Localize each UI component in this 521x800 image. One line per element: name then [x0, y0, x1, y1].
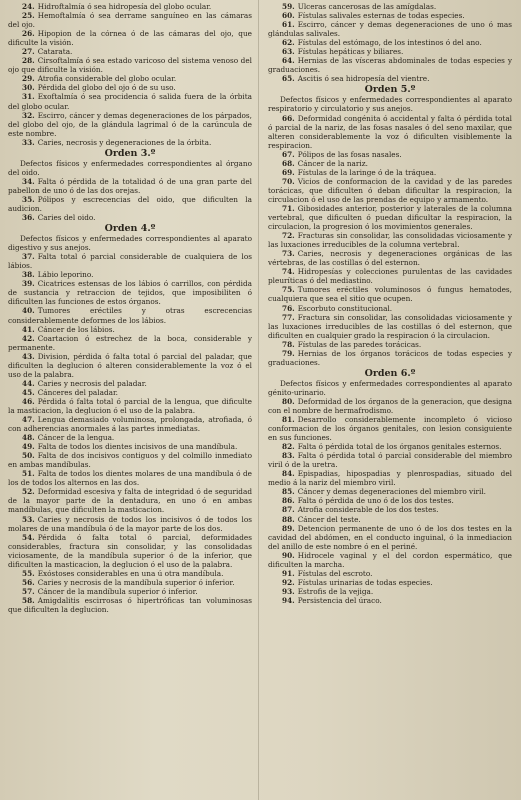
section-description: Defectos físicos y enfermedades correspondientes al órgano del oido. — [8, 158, 252, 177]
entry-number: 84. — [282, 469, 295, 479]
entry — [268, 496, 512, 505]
entry-text: Tumores eréctiles y otras escrecencias considerablemente deformes de los lábios. — [8, 306, 252, 325]
entry-text: Fístulas hepáticas y biliares. — [297, 47, 404, 57]
entry-text: Falta de todos los dientes molares de una mandíbula ó de los de todos los alternos en las dos. — [8, 469, 252, 488]
entry — [8, 578, 252, 587]
entry-text: Pólipos de las fosas nasales. — [297, 149, 402, 159]
entry-text: Falta ó pérdida de uno ó de los dos testes. — [297, 496, 454, 506]
entry-text: Exóstoses considerables en una ú otra mandíbula. — [37, 568, 224, 578]
entry-text: Cicatrices estensas de los lábios ó carrillos, con pérdida de sustancia y retraccion de tejidos, que imposibiliten ó dificulten las funciones de estos órganos. — [8, 279, 252, 307]
entry-number: 60. — [282, 11, 295, 21]
entry-number: 53. — [22, 514, 35, 524]
entry — [8, 397, 252, 415]
entry-text: Hidrocele vaginal y el del cordon espermático, que dificulten la marcha. — [268, 550, 512, 569]
entry-number: 79. — [282, 348, 295, 358]
entry-text: Escirro, cáncer y demas degeneraciones de uno ó mas glándulas salivales. — [268, 20, 512, 39]
entry — [268, 451, 512, 469]
entry-number: 55. — [22, 568, 35, 578]
entry-number: 27. — [22, 47, 35, 57]
entry — [8, 352, 252, 379]
entry-number: 64. — [282, 56, 295, 66]
entry-number: 83. — [282, 451, 295, 461]
entry — [8, 74, 252, 83]
entry-text: Falta ó pérdida total ó parcial considerable del miembro viril ó de la uretra. — [268, 451, 512, 470]
entry-number: 39. — [22, 279, 35, 289]
entry-number: 67. — [282, 149, 295, 159]
entry-number: 91. — [282, 568, 295, 578]
entry-number: 61. — [282, 20, 295, 30]
entry-text: Detencion permanente de uno ó de los dos testes en la cavidad del abdómen, en el conducto inguinal, ó la inmediacion del anillo de este nombre ó en el periné. — [268, 523, 512, 551]
entry — [8, 2, 252, 11]
entry-number: 72. — [282, 231, 295, 241]
entry-number: 70. — [282, 176, 295, 186]
entry-text: Lábio leporino. — [37, 270, 94, 280]
entry — [268, 442, 512, 451]
entry — [8, 433, 252, 442]
entry-text: Falta ó pérdida de la totalidad ó de una gran parte del pabellon de uno ó de las dos orejas. — [8, 176, 252, 195]
entry — [268, 249, 512, 267]
entry — [8, 515, 252, 533]
entry-text: Cirsoftalmía ó sea estado varicoso del sistema venoso del ojo que dificulte la visión. — [8, 56, 252, 75]
entry-number: 26. — [22, 29, 35, 39]
entry-number: 36. — [22, 213, 35, 223]
entry — [268, 397, 512, 415]
entry — [268, 38, 512, 47]
entry-text: Amigdalitis escirrosas ó hipertróficas tan voluminosas que dificulten la deglucion. — [8, 595, 252, 614]
entry — [268, 231, 512, 249]
entry-number: 58. — [22, 595, 35, 605]
entry-number: 25. — [22, 11, 35, 21]
entry-number: 82. — [282, 442, 295, 452]
entry-text: Cáncer de la lengua. — [37, 433, 115, 443]
entry-number: 30. — [22, 83, 35, 93]
entry-number: 52. — [22, 487, 35, 497]
entry-number: 47. — [22, 415, 35, 425]
entry-number: 49. — [22, 442, 35, 452]
entry-text: Falta ó pérdida total de los órganos genitales esternos. — [297, 442, 502, 452]
entry-number: 29. — [22, 74, 35, 84]
entry-number: 77. — [282, 312, 295, 322]
entry-number: 68. — [282, 158, 295, 168]
entry-text: Estrofis de la vejiga. — [297, 586, 374, 596]
entry-text: Atrofia considerable del globo ocular. — [37, 74, 177, 84]
entry-text: Fracturas sin consolidar, las consolidadas viciosamente y las luxaciones irreducibles de la columna vertebral. — [268, 231, 512, 250]
entry-number: 59. — [282, 2, 295, 11]
entry-number: 43. — [22, 351, 35, 361]
entry-text: Fístulas de las paredes torácicas. — [297, 339, 422, 349]
entry-number: 65. — [282, 74, 295, 84]
entry-number: 57. — [22, 586, 35, 596]
entry — [8, 83, 252, 92]
entry-number: 54. — [22, 532, 35, 542]
entry — [268, 349, 512, 367]
entry — [8, 213, 252, 222]
section-heading: Orden 5.º — [364, 84, 416, 96]
section-description: Defectos físicos y enfermedades correspondientes al aparato digestivo y sus anejos. — [8, 234, 252, 253]
entry — [268, 340, 512, 349]
entry-number: 93. — [282, 586, 295, 596]
entry — [268, 204, 512, 231]
section-heading: Orden 4.º — [104, 223, 156, 235]
entry — [268, 2, 512, 11]
entry-number: 44. — [22, 378, 35, 388]
entry — [8, 177, 252, 195]
entry-text: Ascitis ó sea hidropesía del vientre. — [297, 74, 430, 84]
entry-number: 71. — [282, 203, 295, 213]
entry-number: 41. — [22, 324, 35, 334]
entry-text: Caries y necrosis del paladar. — [37, 378, 147, 388]
entry-text: Hernias de las vísceras abdominales de todas especies y graduaciones. — [268, 56, 512, 75]
entry — [8, 596, 252, 614]
entry-number: 81. — [282, 415, 295, 425]
entry-text: Caries y necrosis de todos los incisivos ó de todos los molares de una mandíbula ó de la mayor parte de los dos. — [8, 514, 252, 533]
entry-number: 62. — [282, 38, 295, 48]
entry-number: 24. — [22, 2, 35, 11]
entry-number: 63. — [282, 47, 295, 57]
entry-text: Deformidad escesiva y falta de integridad ó de seguridad de la mayor parte de la dentadura, en uno ó en ambas mandíbulas, que dificulten la masticacion. — [8, 487, 252, 515]
entry-text: Pérdida ó falta total ó parcial, deformidades considerables, fractura sin consolidar, y las consolidadas viciosamente, de la mandíbula superior ó de la inferior, que dificulten la masticacion, la deglucion ó el uso de la palabra. — [8, 532, 252, 569]
entry-text: Cáncer y demas degeneraciones del miembro viril. — [297, 487, 486, 497]
entry-number: 51. — [22, 469, 35, 479]
entry-text: Pérdida del globo del ojo ó de su uso. — [37, 83, 176, 93]
entry-number: 28. — [22, 56, 35, 66]
entry — [268, 74, 512, 83]
entry — [268, 267, 512, 285]
entry-text: Caries, necrosis y degeneraciones orgánicas de las vértebras, de las costillas ó del esternon. — [268, 249, 512, 268]
left-column — [8, 2, 252, 798]
entry-number: 32. — [22, 110, 35, 120]
entry — [268, 569, 512, 578]
entry-number: 50. — [22, 451, 35, 461]
entry-text: Epispadias, hipospadias y plenrospadias, situado del medio á la nariz del miembro viril. — [268, 469, 512, 488]
entry — [8, 442, 252, 451]
entry-number: 80. — [282, 396, 295, 406]
entry-number: 33. — [22, 137, 35, 147]
entry-text: Escirro, cáncer y demas degeneraciones de los párpados, del globo del ojo, de la glándula lagrimal ó de la carúncula de este nombre. — [8, 110, 252, 138]
entry — [8, 138, 252, 147]
entry-text: Coartacion ó estrechez de la boca, considerable y permanente. — [8, 333, 252, 352]
entry-number: 66. — [282, 113, 295, 123]
entry-text: Fístulas de la laringe ó de la tráquea. — [297, 167, 437, 177]
entry-text: Cáncer del teste. — [297, 514, 361, 524]
entry-text: Lengua demasiado voluminosa, prolongada, atrofiada, ó con adherencias anormales á las partes inmediatas. — [8, 415, 252, 434]
entry-text: Exoftalmía ó sea procidencia ó salida fuera de la órbita del globo ocular. — [8, 92, 252, 111]
entry — [8, 379, 252, 388]
entry — [268, 578, 512, 587]
entry-number: 94. — [282, 595, 295, 605]
entry-text: Caries del oido. — [37, 213, 96, 223]
section-heading: Orden 6.º — [364, 367, 416, 379]
entry-number: 46. — [22, 396, 35, 406]
entry — [8, 415, 252, 433]
entry-number: 75. — [282, 285, 295, 295]
entry — [8, 533, 252, 569]
entry-text: Caries y necrosis de la mandíbula superior ó inferior. — [37, 577, 235, 587]
right-column — [268, 2, 512, 798]
section-heading: Orden 3.º — [104, 147, 156, 159]
entry — [268, 487, 512, 496]
entry — [268, 177, 512, 204]
section-description: Defectos físicos y enfermedades correspondientes al aparato respiratorio y circulatorio y sus anejos. — [268, 95, 512, 114]
entry-number: 87. — [282, 505, 295, 515]
column-divider — [258, 0, 259, 800]
entry — [8, 569, 252, 578]
entry — [268, 587, 512, 596]
entry — [268, 20, 512, 38]
entry-number: 73. — [282, 249, 295, 259]
entry — [8, 111, 252, 138]
entry-text: Cáncer de la nariz. — [297, 158, 368, 168]
entry-number: 56. — [22, 577, 35, 587]
entry-text: Vicios de conformacion de la cavidad y de las paredes torácicas, que dificulten ó deban dificultar la respiracion, la circulacion ó el uso de las prendas de equipo y armamento. — [268, 176, 512, 204]
entry — [268, 524, 512, 551]
entry — [268, 304, 512, 313]
entry — [8, 451, 252, 469]
entry — [268, 56, 512, 74]
entry-text: Tumores eréctiles voluminosos ó fungus hematodes, cualquiera que sea el sitio que ocupen. — [268, 285, 512, 304]
entry — [8, 270, 252, 279]
entry-number: 78. — [282, 339, 295, 349]
entry — [268, 505, 512, 514]
entry-text: Deformidad congénita ó accidental y falta ó pérdida total ó parcial de la nariz, de las fosas nasales ó del seno maxilar, que alteren considerablemente la voz ó dificulten visiblemente la respiracion. — [268, 113, 512, 150]
entry — [268, 596, 512, 605]
entry-number: 74. — [282, 267, 295, 277]
entry-number: 37. — [22, 252, 35, 262]
entry-text: Fístulas del escroto. — [297, 568, 373, 578]
entry — [268, 313, 512, 340]
entry — [8, 92, 252, 110]
entry-text: Falta de dos incisivos contiguos y del colmillo inmediato en ambas mandíbulas. — [8, 451, 252, 470]
entry-number: 42. — [22, 333, 35, 343]
entry-text: Division, pérdida ó falta total ó parcial del paladar, que dificulten la deglucion ó alteren considerablemente la voz ó el uso de la palabra. — [8, 351, 252, 379]
entry-text: Pérdida ó falta total ó parcial de la lengua, que dificulte la masticacion, la deglucion ó el uso de la palabra. — [8, 396, 252, 415]
entry — [8, 306, 252, 324]
entry-text: Atrofia considerable de los dos testes. — [297, 505, 439, 515]
entry — [8, 47, 252, 56]
entry — [268, 150, 512, 159]
entry-text: Falta total ó parcial considerable de cualquiera de los lábios. — [8, 252, 252, 271]
entry-text: Fístulas urinarias de todas especies. — [297, 577, 433, 587]
entry-text: Gibosidades anterior, posterior y laterales de la columna vertebral, que dificulten ó puedan dificultar la respiracion, la circulacion, la progresion ó los movimientos generales. — [268, 203, 512, 232]
entry — [268, 11, 512, 20]
entry-text: Catarata. — [37, 47, 73, 57]
entry — [8, 334, 252, 352]
entry-text: Ulceras cancerosas de las amígdalas. — [297, 2, 437, 11]
entry — [268, 469, 512, 487]
entry-text: Hernias de los órganos torácicos de todas especies y graduaciones. — [268, 348, 512, 367]
entry — [268, 114, 512, 150]
entry — [8, 29, 252, 47]
entry-number: 48. — [22, 433, 35, 443]
entry — [8, 11, 252, 29]
entry — [8, 487, 252, 514]
entry-text: Deformidad de los órganos de la generacion, que designa con el nombre de hermafrodismo. — [268, 396, 512, 415]
entry — [268, 415, 512, 442]
entry — [8, 388, 252, 397]
entry-number: 40. — [22, 306, 35, 316]
entry-number: 31. — [22, 92, 35, 102]
entry — [8, 195, 252, 213]
entry — [268, 285, 512, 303]
entry — [8, 469, 252, 487]
entry-text: Escorbuto constitucional. — [297, 303, 393, 313]
entry-text: Fístulas del estómago, de los intestinos ó del ano. — [297, 38, 482, 48]
entry-text: Caries, necrosis y degeneraciones de la órbita. — [37, 137, 212, 147]
entry-number: 38. — [22, 270, 35, 280]
section-description: Defectos físicos y enfermedades correspondientes al aparato génito-urinario. — [268, 378, 512, 397]
entry-text: Hidropesías y colecciones purulentas de las cavidades pleuríticas ó del mediastino. — [268, 267, 512, 286]
entry-text: Persistencia del úraco. — [297, 595, 382, 605]
entry-text: Hipopion de la córnea ó de las cámaras del ojo, que dificulte la visión. — [8, 29, 252, 48]
entry — [8, 279, 252, 306]
entry-number: 92. — [282, 577, 295, 587]
entry-number: 88. — [282, 514, 295, 524]
entry — [8, 587, 252, 596]
entry-number: 89. — [282, 523, 295, 533]
entry-text: Hidroftalmía ó sea hidropesía del globo ocular. — [37, 2, 212, 11]
entry — [268, 515, 512, 524]
entry-text: Desarrollo considerablemente incompleto ó vicioso conformacion de los órganos genitales, con lesion consiguiente en sus funciones. — [268, 415, 512, 443]
entry-number: 69. — [282, 167, 295, 177]
entry-number: 45. — [22, 387, 35, 397]
entry — [268, 47, 512, 56]
entry-text: Cáncer de los lábios. — [37, 324, 115, 334]
entry-text: Fractura sin consolidar, las consolidadas viciosamente y las luxaciones irreducibles de las costillas ó del esternon, que dificulten en cualquier grado la respiracion ó la circulacion. — [268, 312, 512, 340]
entry-text: Falta de todos los dientes incisivos de una mandíbula. — [37, 442, 238, 452]
entry-number: 76. — [282, 303, 295, 313]
entry-number: 90. — [282, 550, 295, 560]
entry-number: 34. — [22, 176, 35, 186]
entry — [268, 168, 512, 177]
entry — [268, 159, 512, 168]
entry-text: Cánceres del paladar. — [37, 387, 118, 397]
entry-text: Hemoftalmía ó sea derrame sanguíneo en las cámaras del ojo. — [8, 11, 252, 30]
entry — [8, 252, 252, 270]
entry-number: 86. — [282, 496, 295, 506]
entry — [8, 325, 252, 334]
entry-text: Pólipos y escrecencias del oido, que dificulten la audicion. — [8, 194, 252, 213]
entry-number: 35. — [22, 194, 35, 204]
entry-number: 85. — [282, 487, 295, 497]
entry — [8, 56, 252, 74]
entry — [268, 551, 512, 569]
entry-text: Fístulas salivales esternas de todas especies. — [297, 11, 465, 21]
entry-text: Cáncer de la mandíbula superior ó inferior. — [37, 586, 198, 596]
